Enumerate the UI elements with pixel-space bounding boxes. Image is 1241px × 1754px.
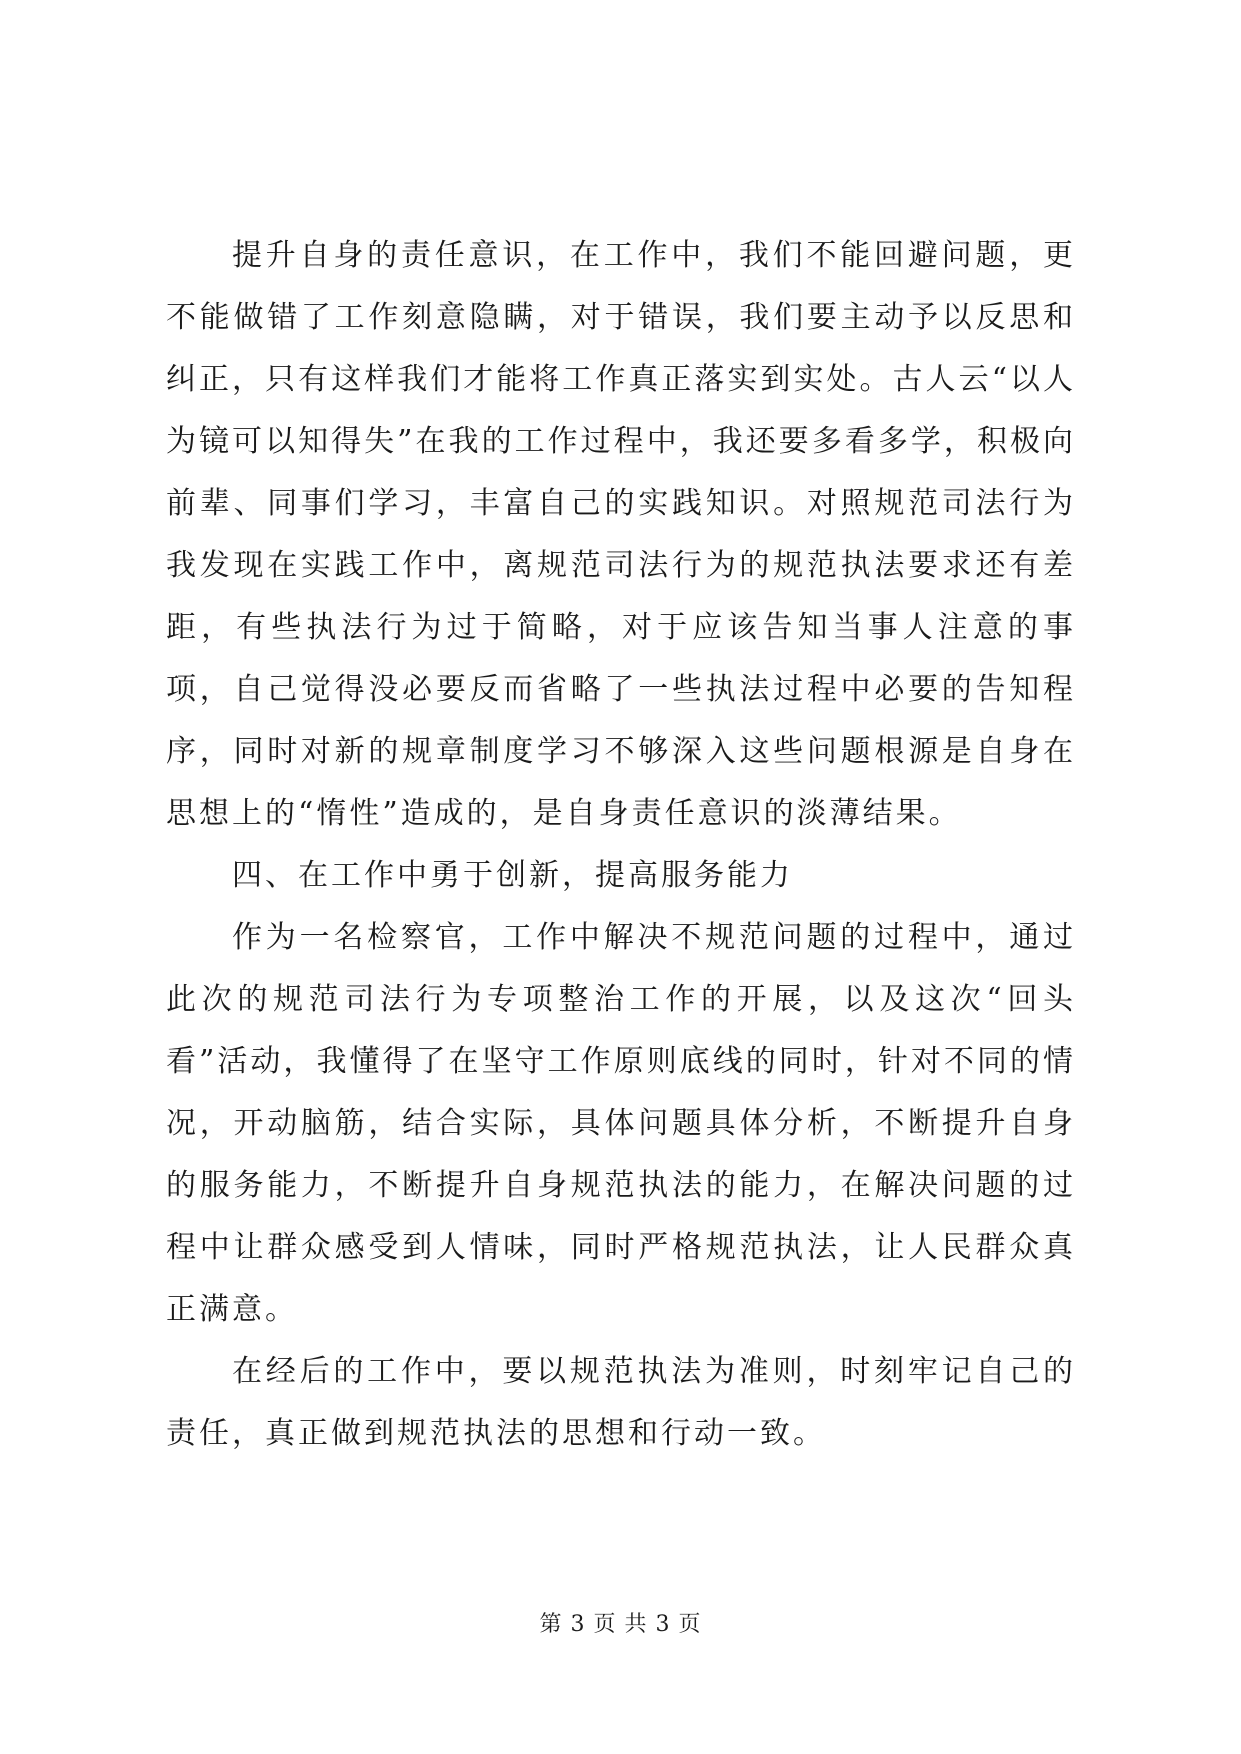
- page-number-footer: 第 3 页 共 3 页: [539, 1612, 702, 1637]
- body-paragraph: 在经后的工作中，要以规范执法为准则，时刻牢记自己的责任，真正做到规范执法的思想和行动一致。: [166, 1354, 1076, 1451]
- body-paragraph: 作为一名检察官，工作中解决不规范问题的过程中，通过此次的规范司法行为专项整治工作的开展，以及这次“回头看”活动，我懂得了在坚守工作原则底线的同时，针对不同的情况，开动脑筋，结合实际，具体问题具体分析，不断提升自身的服务能力，不断提升自身规范执法的能力，在解决问题的过程中让群众感受到人情味，同时严格规范执法，让人民群众真正满意。: [166, 920, 1076, 1327]
- document-body: [166, 225, 1076, 1465]
- section-heading: 四、在工作中勇于创新，提高服务能力: [232, 858, 793, 893]
- body-paragraph: 提升自身的责任意识，在工作中，我们不能回避问题，更不能做错了工作刻意隐瞒，对于错误，我们要主动予以反思和纠正，只有这样我们才能将工作真正落实到实处。古人云“以人为镜可以知得失”在我的工作过程中，我还要多看多学，积极向前辈、同事们学习，丰富自己的实践知识。对照规范司法行为我发现在实践工作中，离规范司法行为的规范执法要求还有差距，有些执法行为过于简略，对于应该告知当事人注意的事项，自己觉得没必要反而省略了一些执法过程中必要的告知程序，同时对新的规章制度学习不够深入这些问题根源是自身在思想上的“惰性”造成的，是自身责任意识的淡薄结果。: [166, 238, 1076, 831]
